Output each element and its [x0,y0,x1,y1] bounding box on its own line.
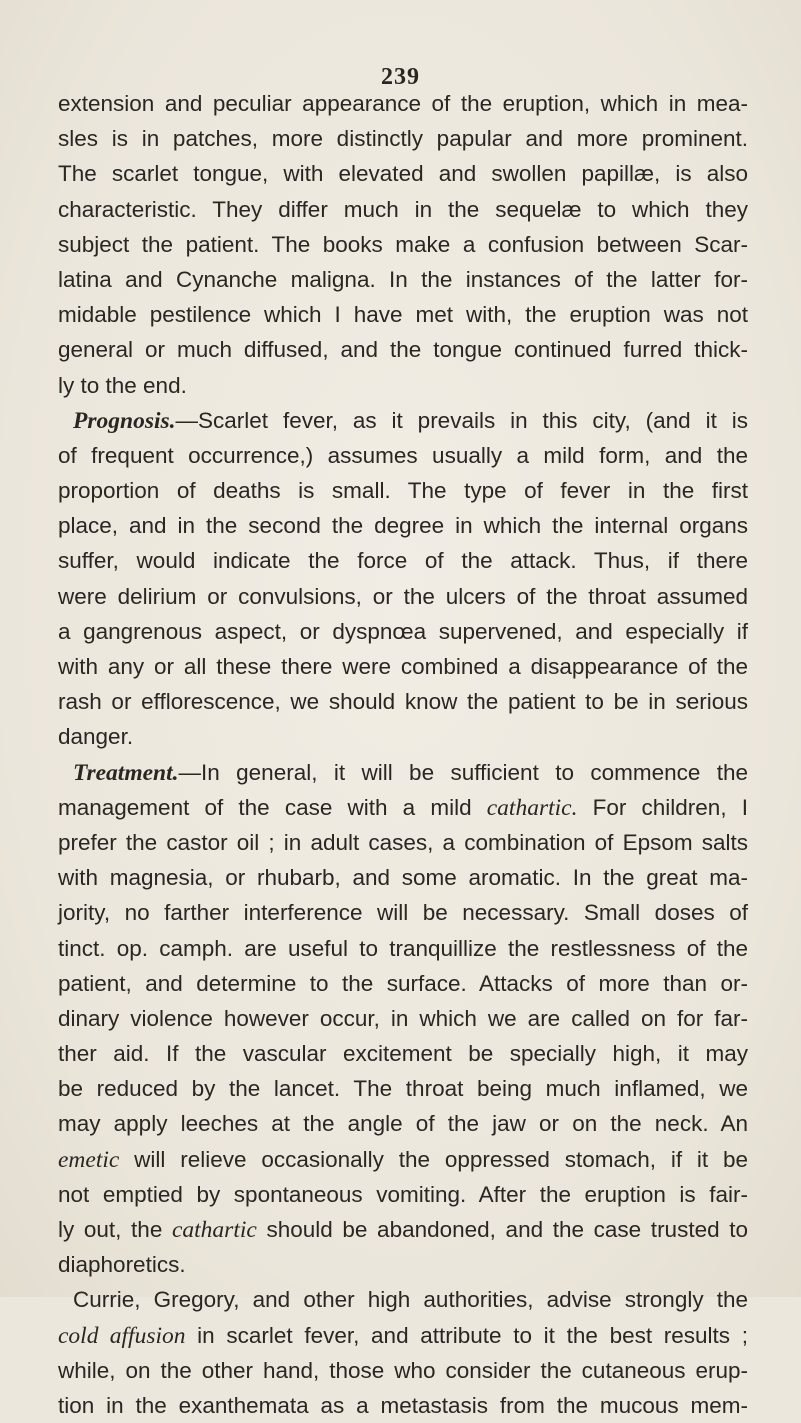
text-segment: —In general, it will be sufficient to commence the [178,759,748,785]
paragraph [58,1282,748,1423]
text-segment: For children, I [577,794,748,820]
text-line [58,438,748,473]
text-segment: characteristic. They differ much in the sequelæ to which they [58,196,748,222]
text-line [58,227,748,262]
italic-term: cathartic [171,1217,257,1243]
text-line [58,192,748,227]
section-heading: Prognosis. [73,407,176,434]
text-segment: ly out, the [58,1217,172,1242]
text-line [58,755,748,790]
text-line [58,1177,748,1212]
text-segment: with any or all these there were combined a disappearance of the [58,654,748,679]
text-segment: proportion of deaths is small. The type of fever in the first [58,478,748,504]
text-line [58,86,748,121]
text-line [58,1106,748,1141]
text-line [58,614,748,649]
text-line [58,1142,748,1177]
text-line [58,156,748,191]
paragraph [58,403,748,755]
text-segment: jority, no farther interference will be necessary. Small doses of [58,900,748,926]
text-segment: subject the patient. The books make a confusion between Scar- [58,231,748,257]
text-line [58,473,748,508]
text-segment: rash or efflorescence, we should know the patient to be in serious [58,689,748,715]
text-segment: tinct. op. camph. are useful to tranquillize the restlessness of the [58,935,748,961]
text-segment: tion in the exanthemata as a metastasis from the mucous mem- [58,1392,748,1418]
text-line [58,860,748,895]
text-segment: ther aid. If the vascular excitement be specially high, it may [58,1041,748,1067]
text-line [58,368,748,403]
text-segment: with magnesia, or rhubarb, and some aromatic. In the great ma- [58,865,748,891]
text-line [58,1282,748,1317]
text-line [58,649,748,684]
text-segment: while, on the other hand, those who consider the cutaneous erup- [58,1357,748,1383]
text-line [58,1247,748,1282]
paragraph [58,755,748,1283]
text-line [58,1212,748,1247]
text-segment: patient, and determine to the surface. Attacks of more than or- [58,970,748,996]
text-line [58,579,748,614]
text-line [58,1388,748,1423]
text-segment: dinary violence however occur, in which we are called on for far- [58,1005,748,1031]
text-segment: ly to the end. [58,372,187,398]
text-line [58,297,748,332]
text-line [58,1036,748,1071]
text-line [58,262,748,297]
italic-term: cathartic. [486,794,578,821]
text-segment: management of the case with a mild [58,794,487,820]
text-segment: extension and peculiar appearance of the eruption, which in mea- [58,91,748,116]
text-segment: The scarlet tongue, with elevated and swollen papillæ, is also [58,161,748,187]
text-segment: of frequent occurrence,) assumes usually a mild form, and the [58,442,748,468]
text-segment: diaphoretics. [58,1252,186,1278]
text-segment: may apply leeches at the angle of the jaw or on the neck. An [58,1111,748,1137]
text-segment: should be abandoned, and the case trusted to [256,1217,748,1242]
text-line [58,543,748,578]
text-segment: were delirium or convulsions, or the ulcers of the throat assumed [58,583,748,609]
text-line [58,684,748,719]
text-line [58,895,748,930]
text-line [58,719,748,754]
text-segment: suffer, would indicate the force of the attack. Thus, if there [58,548,748,574]
text-line [58,121,748,156]
text-segment: in scarlet fever, and attribute to it the best results ; [185,1322,748,1348]
text-line [58,1318,748,1353]
text-segment: danger. [58,724,134,750]
text-segment: —Scarlet fever, as it prevails in this city, (and it is [175,407,748,433]
text-line [58,1071,748,1106]
text-segment: not emptied by spontaneous vomiting. After the eruption is fair- [58,1181,748,1207]
italic-term: cold affusion [58,1322,186,1349]
text-line [58,966,748,1001]
text-segment: midable pestilence which I have met with, the eruption was not [58,302,748,328]
text-segment: latina and Cynanche maligna. In the instances of the latter for- [58,266,748,292]
text-segment: a gangrenous aspect, or dyspnœa supervened, and especially if [58,618,748,644]
text-segment: place, and in the second the degree in which the internal organs [58,513,748,539]
section-heading: Treatment. [73,759,179,786]
paragraph [58,86,748,403]
text-line [58,403,748,438]
text-line [58,931,748,966]
text-line [58,790,748,825]
text-segment: sles is in patches, more distinctly papular and more prominent. [58,126,748,152]
text-segment: general or much diffused, and the tongue continued furred thick- [58,337,748,363]
page-number: 239 [381,64,420,90]
body-text [58,86,748,1423]
text-segment: be reduced by the lancet. The throat being much inflamed, we [58,1076,748,1102]
text-line [58,508,748,543]
italic-term: emetic [58,1146,120,1173]
text-line [58,825,748,860]
text-segment: will relieve occasionally the oppressed stomach, if it be [119,1146,748,1172]
text-segment: Currie, Gregory, and other high authorities, advise strongly the [73,1287,748,1313]
text-line [58,332,748,367]
text-line [58,1001,748,1036]
text-segment: prefer the castor oil ; in adult cases, a combination of Epsom salts [58,829,748,855]
text-line [58,1353,748,1388]
